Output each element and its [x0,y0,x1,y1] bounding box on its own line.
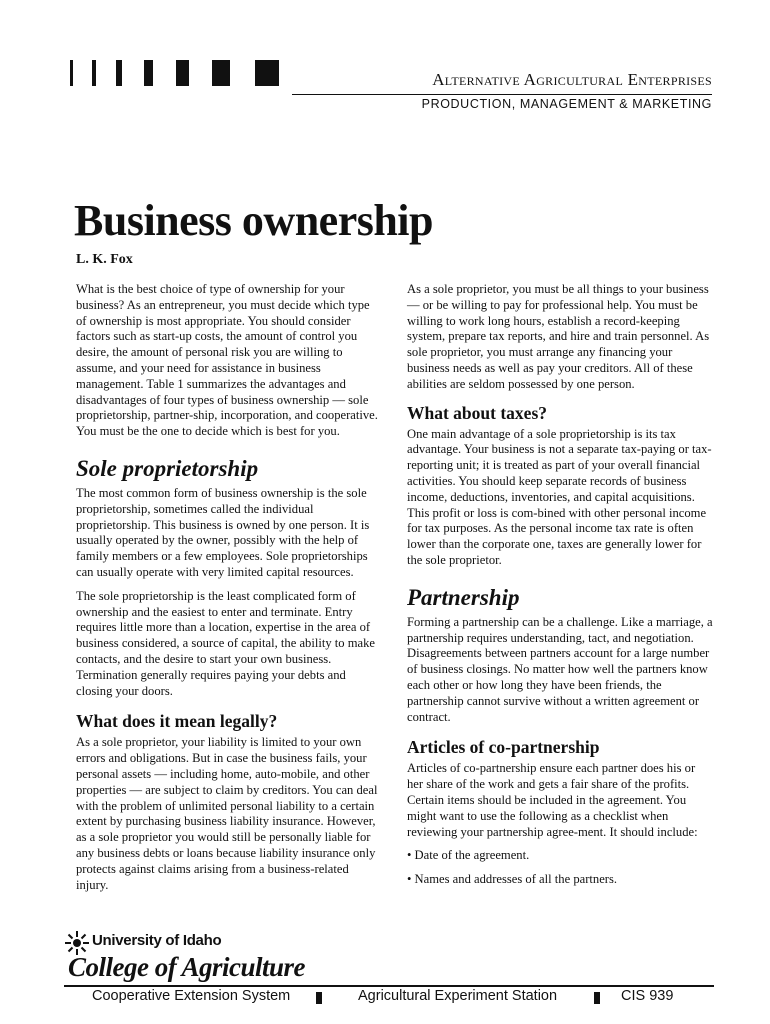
partnership-paragraph: Forming a partnership can be a challenge. Like a marriage, a partnership requires understanding, tact, and negotiation. Disagreements between partners account for a large number of business closings. No matter how well the partners know each other or how long they have been friends, the partnership cannot survive without a written agreement or contract. [407,614,713,724]
footer-experiment-station: Agricultural Experiment Station [358,988,558,1004]
heading-legal: What does it mean legally? [76,711,278,732]
header-bar [116,60,122,86]
header-bar [212,60,230,86]
footer-extension-system: Cooperative Extension System [92,988,291,1004]
document-title: Business ownership [74,196,434,245]
footer-rule [64,985,714,987]
footer [64,988,714,1012]
legal-paragraph: As a sole proprietor, your liability is limited to your own errors and obligations. But in case the business fails, your personal assets — including home, auto-mobile, and other properties — are subject to claim by creditors. You can deal with the problem of unlimited personal liability to a certain extent by purchasing business liability insurance. However, as a sole proprietor you would still be personally liable for any business debts or loans because liability insurance only protects against claims arising from a business-related injury. [76,735,378,892]
sole-paragraph-2: The sole proprietorship is the least complicated form of ownership and the easiest to enter and terminate. Entry requires little more than a location, expertise in the area of business considered, a source of capital, the ability to make contacts, and the desire to start your own business. Termination generally requires paying your debts and closing your doors. [76,588,376,698]
university-logo [64,928,314,988]
heading-articles: Articles of co-partnership [407,737,600,758]
right-column [407,282,713,896]
heading-taxes: What about taxes? [407,402,548,423]
header-bar [176,60,189,86]
footer-publication-number: CIS 939 [621,988,674,1004]
list-item: • Date of the agreement. [407,848,530,863]
sole-paragraph-1: The most common form of business ownership is the sole proprietorship, sometimes called the individual proprietorship. This business is owned by one person. It is usually operated by the owner, possibly with the help of family members or a few employees. Sole proprietorships can usually operate with very limited capital resources. [76,485,370,579]
list-item: • Names and addresses of all the partners. [407,872,618,887]
continuation-paragraph: As a sole proprietor, you must be all things to your business — or be willing to pay for professional help. You must be willing to work long hours, establish a record-keeping system, prepare tax reports, and hire and train personnel. As sole proprietor, you must arrange any financing your business needs as well as pay your creditors. All of these abilities are seldom possessed by one person. [407,282,710,391]
articles-paragraph: Articles of co-partnership ensure each partner does his or her share of the work and gets a fair share of the profits. Certain items should be included in the agreement. You might want to use the following as a checklist when reviewing your partnership agree-ment. It should include: [407,761,698,839]
series-subtitle: PRODUCTION, MANAGEMENT & MARKETING [421,97,712,111]
author: L. K. Fox [76,252,133,267]
series-title: Alternative Agricultural Enterprises [432,70,712,89]
heading-partnership: Partnership [407,584,520,610]
header-bar [255,60,279,86]
left-column [76,282,382,901]
heading-sole-proprietorship: Sole proprietorship [76,455,259,481]
taxes-paragraph: One main advantage of a sole proprietorship is its tax advantage. Your business is not a separate tax-paying or tax-reporting unit; it is treated as part of your overall financial activities. You should keep separate records of business income, deductions, inventories, and capital acquisitions. This profit or loss is com-bined with other personal income for tax purposes. As the personal income tax rate is often lower than the corporate one, taxes are generally lower for the sole proprietor. [407,426,712,567]
logo-university-text: University of Idaho [92,932,222,949]
footer-separator [316,992,322,1004]
footer-separator [594,992,600,1004]
intro-paragraph: What is the best choice of type of ownership for your business? As an entrepreneur, you must decide which type of ownership is most appropriate. You should consider factors such as start-up costs, the amount of control you desire, the amount of personal risk you are willing to assume, and your need for assistance in business management. Table 1 summarizes the advantages and disadvantages of four types of business ownership — sole proprietorship, partner-ship, incorporation, and cooperative. You must be the one to decide which is best for you. [76,282,378,439]
series-rule [292,94,712,95]
header-bars-logo [70,60,280,86]
logo-college-text: College of Agriculture [68,952,305,982]
header-bar [144,60,153,86]
header-bar [92,60,96,86]
header-bar [70,60,73,86]
